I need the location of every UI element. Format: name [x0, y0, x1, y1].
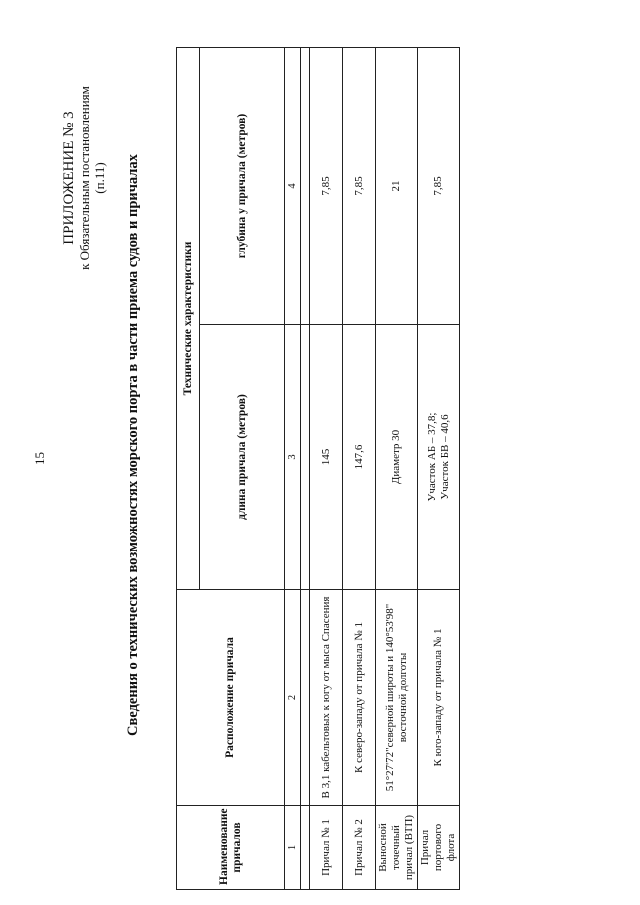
header-berth-name: Наименование причалов	[177, 806, 285, 890]
header-location: Расположение причала	[177, 590, 285, 806]
cell-depth: 7,85	[418, 47, 460, 324]
appendix-reference: к Обязательным постановлениям	[77, 86, 92, 270]
cell-berth-name: Причал № 1	[310, 806, 343, 890]
cell-location: К северо-западу от причала № 1	[343, 590, 376, 806]
column-number-row	[285, 47, 301, 889]
cell-location: К юго-западу от причала № 1	[418, 590, 460, 806]
column-number: 1	[285, 806, 301, 890]
page-number: 15	[32, 452, 47, 465]
cell-depth: 7,85	[310, 47, 343, 324]
cell-berth-name: Причал портового флота	[418, 806, 460, 890]
cell-depth: 7,85	[343, 47, 376, 324]
table-row	[310, 47, 343, 889]
spacer-row	[301, 47, 310, 889]
table-row	[343, 47, 376, 889]
cell-length: 147,6	[343, 325, 376, 590]
cell-length	[418, 325, 460, 590]
appendix-heading	[62, 28, 107, 328]
column-number: 4	[285, 47, 301, 324]
table-row	[418, 47, 460, 889]
appendix-title: ПРИЛОЖЕНИЕ № 3	[61, 111, 77, 245]
appendix-clause: (п.11)	[92, 162, 107, 194]
column-number: 2	[285, 590, 301, 806]
cell-berth-name: Причал № 2	[343, 806, 376, 890]
header-length: длина причала (метров)	[200, 325, 285, 590]
header-depth: глубина у причала (метров)	[200, 47, 285, 324]
column-number: 3	[285, 325, 301, 590]
cell-length-line: Участок АБ – 37,8;	[425, 412, 438, 502]
cell-length: 145	[310, 325, 343, 590]
document-title: Сведения о технических возможностях морского порта в части приема судов и причалах	[125, 154, 141, 736]
cell-location: 51°27'72"северной широты и 140°53'98" восточной долготы	[376, 590, 418, 806]
cell-depth: 21	[376, 47, 418, 324]
cell-length: Диаметр 30	[376, 325, 418, 590]
header-row	[177, 47, 200, 889]
table-row	[376, 47, 418, 889]
header-technical: Технические характеристики	[177, 47, 200, 589]
cell-location: В 3,1 кабельтовых к югу от мыса Спасения	[310, 590, 343, 806]
berths-table	[176, 47, 460, 890]
cell-length-line: Участок БВ – 40,6	[438, 414, 451, 500]
cell-berth-name: Выносной точечный причал (ВТП)	[376, 806, 418, 890]
